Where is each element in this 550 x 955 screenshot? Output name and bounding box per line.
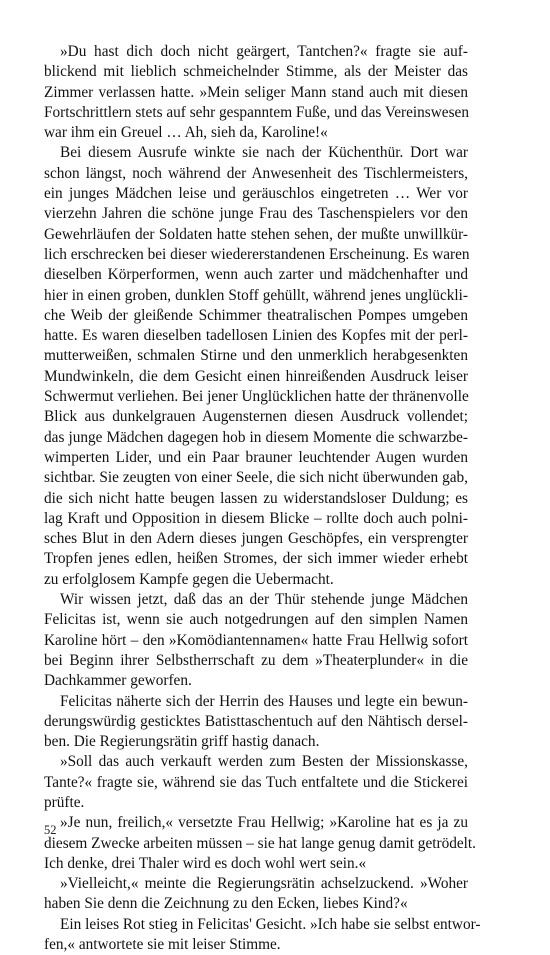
text-line: haben Sie denn die Zeichnung zu den Ecken, liebes Kind?« [44, 895, 408, 913]
text-line: dieselben Körperformen, wenn auch zarter und mädchenhafter und [44, 266, 468, 284]
text-line: »Je nun, freilich,« versetzte Frau Hellwig; »Karoline hat es ja zu [60, 814, 468, 832]
text-line: »Soll das auch verkauft werden zum Besten der Missionskasse, [60, 753, 468, 771]
text-line: blickend mit lieblich schmeichelnder Stimme, als der Meister das [44, 63, 468, 81]
text-line: ben. Die Regierungsrätin griff hastig danach. [44, 733, 320, 751]
text-line: fen,« antwortete sie mit leiser Stimme. [44, 936, 281, 954]
text-line: Felicitas näherte sich der Herrin des Hauses und legte ein bewun- [60, 692, 468, 710]
text-line: zu erfolglosem Kampfe gegen die Uebermacht. [44, 570, 334, 588]
text-line: Tante?« fragte sie, während sie das Tuch entfaltete und die Stickerei [44, 773, 468, 791]
text-line: Blick aus dunkelgrauen Augensternen diesen Ausdruck vollendet; [44, 408, 468, 426]
text-line: diesem Zwecke arbeiten müssen – sie hat lange genug damit getrödelt. [44, 834, 476, 852]
text-line: derungswürdig gesticktes Batisttaschentuch auf den Nähtisch dersel- [44, 712, 468, 730]
text-line: Karoline hört – den »Komödiantennamen« hatte Frau Hellwig sofort [44, 631, 468, 649]
text-line: Ein leises Rot stieg in Felicitas' Gesicht. »Ich habe sie selbst entwor- [60, 915, 481, 933]
text-line: Schwermut verliehen. Bei jener Unglücklichen hatte der thränenvolle [44, 388, 469, 406]
text-line: lich erschrecken bei dieser wiedererstandenen Erscheinung. Es waren [44, 245, 470, 263]
text-line: Dachkammer geworfen. [44, 672, 192, 690]
text-line: Fortschrittlern stets auf sehr gespanntem Fuße, und das Vereinswesen [44, 103, 469, 121]
text-line: ein junges Mädchen leise und geräuschlos eingetreten … Wer vor [44, 185, 468, 203]
text-line: »Vielleicht,« meinte die Regierungsrätin achselzuckend. »Woher [60, 875, 468, 893]
text-line: hatte. Es waren dieselben tadellosen Linien des Kopfes mit der perl- [44, 327, 468, 345]
text-line: Ich denke, drei Thaler wird es doch wohl wert sein.« [44, 854, 367, 872]
text-line: vierzehn Jahren die schöne junge Frau des Taschenspielers vor den [44, 205, 468, 223]
text-line: lag Kraft und Opposition in diesem Blicke – rollte doch auch polni- [44, 509, 468, 527]
text-line: wimperten Lider, und ein Paar brauner leuchtender Augen wurden [44, 448, 468, 466]
text-line: sichtbar. Sie zeugten von einer Seele, die sich nicht überwunden gab, [44, 469, 468, 487]
text-line: Gewehrläufen der Soldaten hatte stehen sehen, der mußte unwillkür- [44, 225, 468, 243]
text-line: Zimmer verlassen hatte. »Mein seliger Mann stand auch mit diesen [44, 83, 468, 101]
text-line: prüfte. [44, 793, 85, 811]
text-line: mutterweißen, schmalen Stirne und den unmerklich herabgesenkten [44, 347, 468, 365]
text-line: Mundwinkeln, die dem Gesicht einen hinreißenden Ausdruck leiser [44, 367, 468, 385]
page-number: 52 [44, 823, 57, 837]
text-line: sches Blut in den Adern dieses jungen Geschöpfes, ein versprengter [44, 530, 468, 548]
text-line: che Weib der gleißende Schimmer theatralischen Pompes umgeben [44, 306, 468, 324]
body-text [44, 42, 481, 955]
text-line: war ihm ein Greuel … Ah, sieh da, Karoline!« [44, 124, 328, 142]
text-line: Tropfen jenes edlen, heißen Stromes, der sich immer wieder erhebt [44, 550, 468, 568]
text-line: Bei diesem Ausrufe winkte sie nach der Küchenthür. Dort war [60, 144, 468, 162]
text-line: hier in einen groben, dunklen Stoff gehüllt, während jenes unglückli- [44, 286, 468, 304]
text-line: schon längst, noch während der Anwesenheit des Tischlermeisters, [44, 164, 468, 182]
text-line: Wir wissen jetzt, daß das an der Thür stehende junge Mädchen [60, 591, 468, 609]
text-line: Felicitas ist, wenn sie auch notgedrungen auf den simplen Namen [44, 611, 468, 629]
text-line: bei Beginn ihrer Selbstherrschaft zu dem »Theaterplunder« in die [44, 651, 468, 669]
text-line: die sich nicht hatte beugen lassen zu widerstandsloser Duldung; es [44, 489, 468, 507]
text-line: das junge Mädchen dagegen hob in diesem Momente die schwarzbe- [44, 428, 468, 446]
text-line: »Du hast dich doch nicht geärgert, Tantchen?« fragte sie auf- [60, 43, 468, 60]
